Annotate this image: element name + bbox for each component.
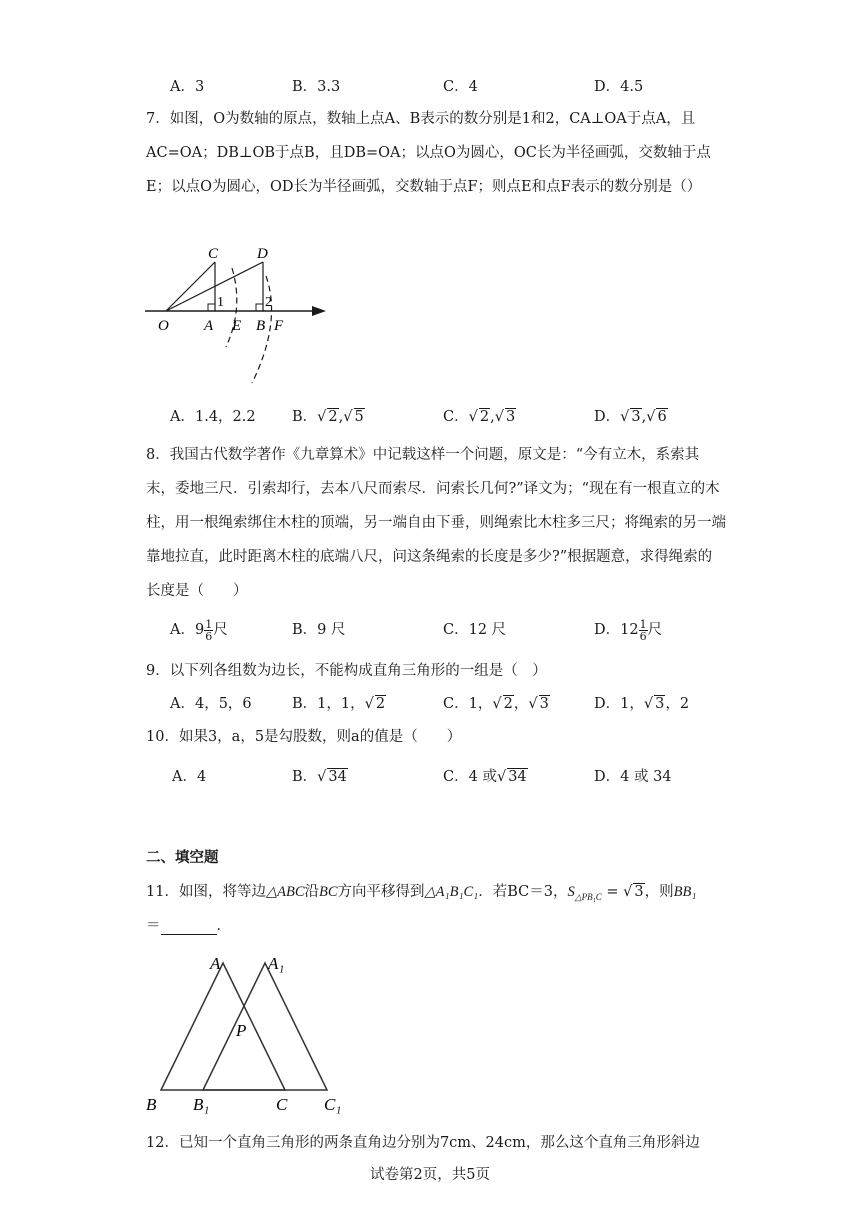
q6-option-a: A．3 — [170, 79, 205, 95]
q9-question: 9．以下列各组数为边长，不能构成直角三角形的一组是（ ） — [146, 663, 547, 679]
q7-option-d: D．√ 3,√ 6 — [594, 409, 667, 425]
q10-option-b: B．√ 34 — [292, 769, 347, 785]
label-b: B — [256, 318, 266, 334]
q8-option-a: A．9 $\frac{1}{6}$ 尺 — [170, 617, 228, 643]
sqrt-symbol: √ 3 — [623, 884, 644, 900]
q8-option-b: B．9 尺 — [292, 622, 346, 638]
sqrt-symbol: √ 34 — [317, 769, 347, 785]
label-b1: B₁ — [193, 1095, 210, 1114]
q9-option-d: D．1，√ 3，2 — [594, 696, 690, 712]
q8-options — [0, 618, 860, 642]
area-expression: $S_{\triangle PB_1C}$ — [567, 884, 602, 902]
q9-option-a: A．4，5，6 — [170, 696, 252, 712]
label-a: A — [210, 954, 221, 973]
q6-option-c: C．4 — [443, 79, 478, 95]
q9-option-c: C．1，√ 2，√ 3 — [443, 696, 549, 712]
q7-figure — [140, 240, 340, 390]
q7-question: 7．如图，O为数轴的原点，数轴上点A、B表示的数分别是1和2，CA⊥OA于点A，且AC=OA；DB⊥OB于点B，且DB=OA；以点O为圆心，OC长为半径画弧，交数轴于点E；以点O为圆心，OD长为半径画弧，交数轴于点F；则点E和点F表示的数分别是（） — [146, 111, 711, 195]
sqrt-symbol: √ 5 — [343, 409, 364, 425]
label-2: 2 — [265, 295, 272, 310]
section-heading: 二、填空题 — [146, 850, 219, 866]
q10-option-c: C．4 或√ 34 — [443, 769, 527, 785]
label-c: C — [208, 246, 219, 262]
label-e: E — [232, 318, 242, 334]
label-f: F — [274, 318, 284, 334]
q7-option-c: C．√ 2,√ 3 — [443, 409, 516, 425]
q10-option-a: A．4 — [172, 769, 207, 785]
q7-option-a: A．1.4，2.2 — [170, 409, 256, 425]
q6-option-b: B．3.3 — [292, 79, 341, 95]
page-footer: 试卷第2页，共5页 — [370, 1167, 490, 1183]
fraction: $\frac{1}{6}$ — [205, 617, 213, 643]
label-d: D — [257, 246, 268, 262]
right-angle-mark-b — [256, 304, 263, 311]
q10-option-d: D．4 或 34 — [594, 769, 672, 785]
right-angle-mark-a — [208, 304, 215, 311]
label-b: B — [146, 1095, 157, 1114]
q10-options — [0, 765, 860, 789]
answer-blank[interactable] — [161, 920, 217, 935]
label-c1: C₁ — [324, 1095, 342, 1114]
label-a1: A₁ — [268, 954, 285, 973]
label-a: A — [204, 318, 214, 334]
sqrt-symbol: √ 3 — [528, 696, 549, 712]
q12-question: 12．已知一个直角三角形的两条直角边分别为7cm、24cm，那么这个直角三角形斜边 — [146, 1135, 700, 1151]
label-c: C — [276, 1095, 288, 1114]
sqrt-symbol: √ 2 — [492, 696, 513, 712]
q11-question-line1: 11．如图，将等边△ABC沿BC方向平移得到△A₁B₁C₁．若BC＝3，$S_{\triangle PB_1C}$ = √ 3，则BB₁ — [146, 884, 697, 902]
sqrt-symbol: √ 2 — [468, 409, 490, 425]
label-o: O — [158, 318, 169, 334]
sqrt-symbol: √ 3 — [620, 409, 641, 425]
q8-option-d: D．12 $\frac{1}{6}$ 尺 — [594, 617, 663, 643]
q11-figure — [138, 945, 358, 1120]
q11-question-line2: ＝ ． — [146, 918, 231, 934]
q8-option-c: C．12 尺 — [443, 622, 507, 638]
q9-options — [0, 692, 860, 716]
sqrt-symbol: √ 34 — [496, 769, 527, 785]
label-p: P — [236, 1021, 247, 1040]
q6-options — [0, 75, 860, 99]
triangle-abc — [161, 963, 285, 1090]
sqrt-symbol: √ 2 — [317, 409, 338, 425]
q6-option-d: D．4.5 — [594, 79, 644, 95]
fraction: $\frac{1}{6}$ — [639, 617, 647, 643]
sqrt-symbol: √ 3 — [494, 409, 516, 425]
arrow-head-icon — [312, 306, 326, 316]
label-1: 1 — [217, 295, 224, 310]
sqrt-symbol: √ 3 — [643, 696, 665, 712]
sqrt-symbol: √ 2 — [364, 696, 386, 712]
q8-question: 8．我国古代数学著作《九章算术》中记载这样一个问题，原文是：“今有立木，系索其末，委地三尺．引索却行，去本八尺而索尽．问索长几何?”译文为；“现在有一根直立的木柱，用一根绳索绑住木柱的顶端，另一端自由下垂，则绳索比木柱多三尺；将绳索的另一端靠地拉直，此时距离木柱的底端八尺，问这条绳索的长度是多少?”根据题意，求得绳索的长度是（ ） — [146, 447, 726, 599]
q10-question: 10．如果3，a，5是勾股数，则a的值是（ ） — [146, 729, 462, 745]
q7-options — [0, 405, 860, 429]
sqrt-symbol: √ 6 — [646, 409, 667, 425]
q7-option-b: B．√ 2,√ 5 — [292, 409, 364, 425]
triangle-a1b1c1 — [203, 963, 327, 1090]
q9-option-b: B．1，1，√ 2 — [292, 696, 386, 712]
